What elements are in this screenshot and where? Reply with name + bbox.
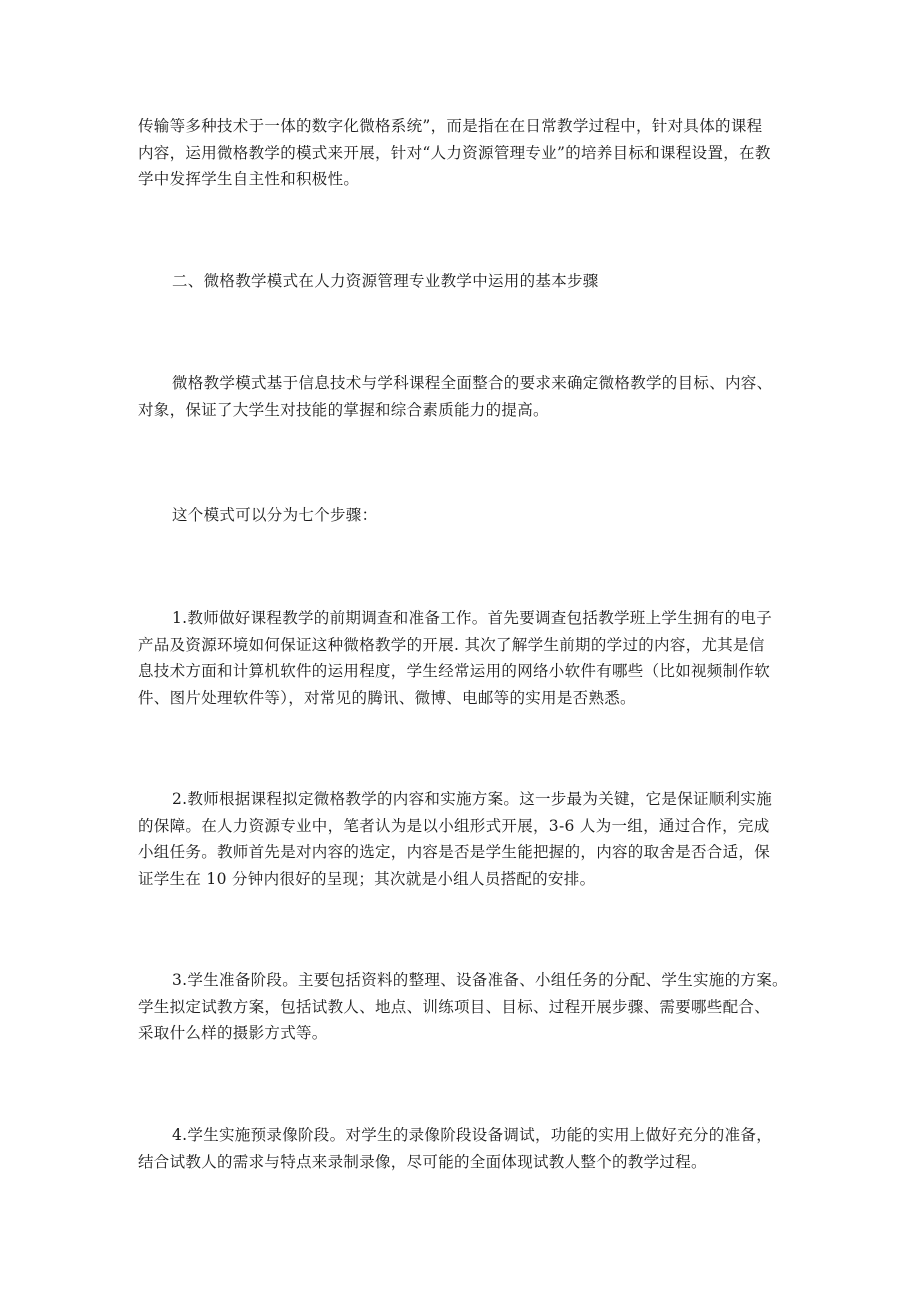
text-line: 结合试教人的需求与特点来录制录像，尽可能的全面体现试教人整个的教学过程。 (138, 1152, 707, 1171)
text-line: 对象，保证了大学生对技能的掌握和综合素质能力的提高。 (138, 400, 549, 419)
text-line: 产品及资源环境如何保证这种微格教学的开展. 其次了解学生前期的学过的内容，尤其是信 (138, 635, 765, 654)
text-line: 1.教师做好课程教学的前期调查和准备工作。首先要调查包括教学班上学生拥有的电子 (172, 609, 772, 627)
paragraph-basis (138, 370, 784, 423)
text-line: 息技术方面和计算机软件的运用程度，学生经常运用的网络小软件有哪些（比如视频制作软 (138, 662, 771, 680)
paragraph-step-4 (138, 1122, 784, 1175)
text-line: 件、图片处理软件等），对常见的腾讯、微博、电邮等的实用是否熟悉。 (138, 688, 636, 707)
section-heading (138, 268, 784, 295)
paragraph-step-3 (138, 967, 788, 1047)
text-line: 传输等多种技术于一体的数字化微格系统”，而是指在在日常教学过程中，针对具体的课程 (138, 117, 763, 135)
text-line: 2.教师根据课程拟定微格教学的内容和实施方案。这一步最为关键，它是保证顺利实施 (172, 790, 772, 808)
text-line: 学中发挥学生自主性和积极性。 (138, 170, 360, 188)
text-line: 内容，运用微格教学的模式来开展，针对“人力资源管理专业”的培养目标和课程设置，在教 (138, 143, 771, 162)
paragraph-step-2 (138, 786, 784, 892)
text-line: 小组任务。教师首先是对内容的选定，内容是否是学生能把握的，内容的取舍是否合适，保 (138, 843, 771, 861)
text-line: 这个模式可以分为七个步骤： (172, 506, 378, 524)
section-heading-text: 二、微格教学模式在人力资源管理专业教学中运用的基本步骤 (172, 272, 599, 290)
text-line: 的保障。在人力资源专业中，笔者认为是以小组形式开展，3-6 人为一组，通过合作，完成 (138, 816, 770, 835)
paragraph-intro-continued (138, 113, 784, 193)
paragraph-seven-steps (138, 502, 784, 529)
text-line: 微格教学模式基于信息技术与学科课程全面整合的要求来确定微格教学的目标、内容、 (172, 374, 773, 392)
text-line: 4.学生实施预录像阶段。对学生的录像阶段设备调试，功能的实用上做好充分的准备， (172, 1126, 772, 1144)
text-line: 3.学生准备阶段。主要包括资料的整理、设备准备、小组任务的分配、学生实施的方案。 (172, 971, 788, 989)
text-line: 学生拟定试教方案，包括试教人、地点、训练项目、目标、过程开展步骤、需要哪些配合、 (138, 997, 771, 1016)
text-line: 采取什么样的摄影方式等。 (138, 1024, 328, 1042)
text-line: 证学生在 10 分钟内很好的呈现；其次就是小组人员搭配的安排。 (138, 869, 596, 888)
paragraph-step-1 (138, 605, 784, 711)
